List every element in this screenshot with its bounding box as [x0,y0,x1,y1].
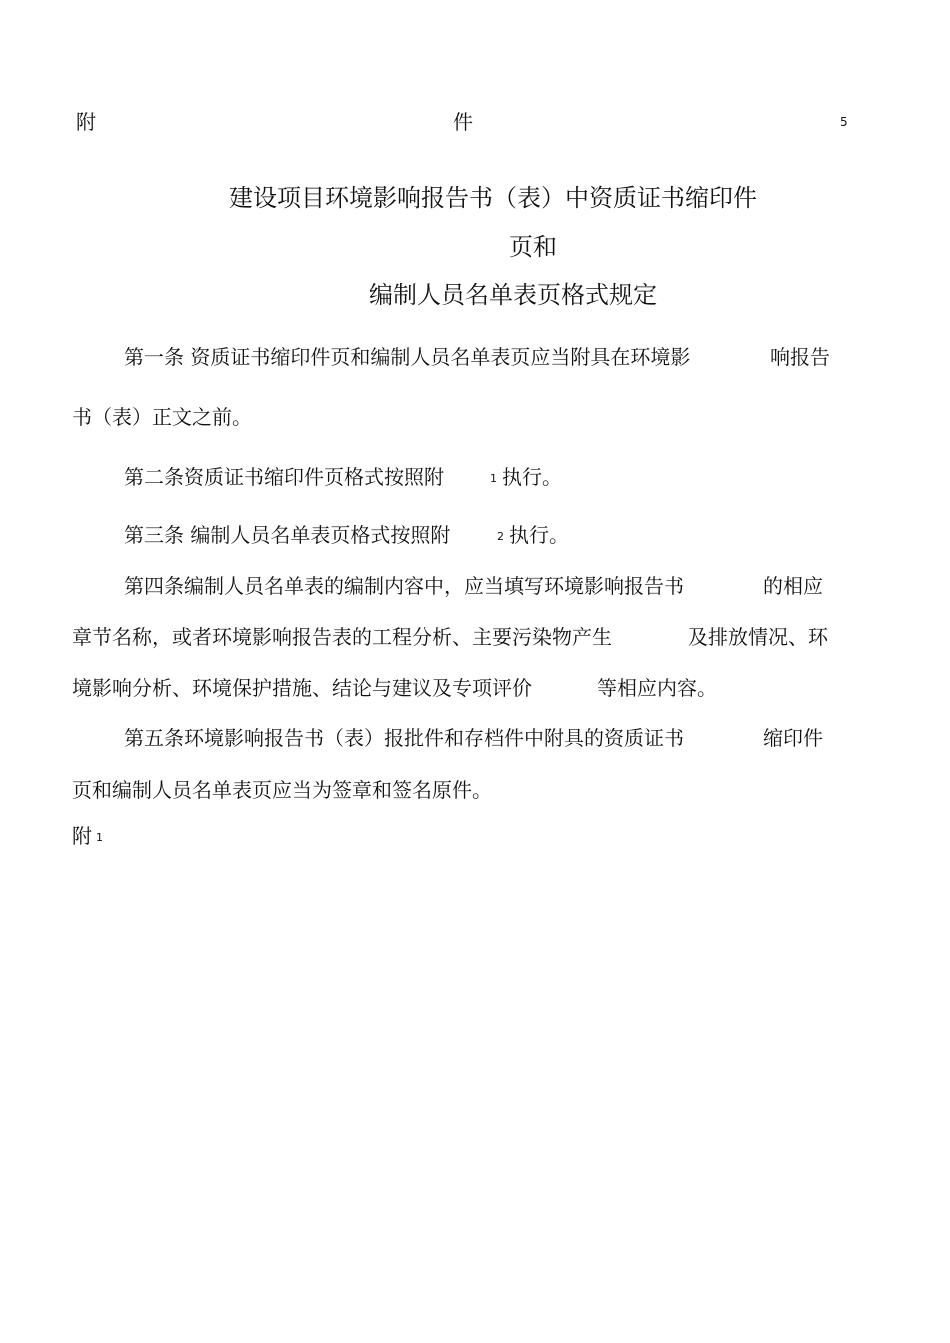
article-4-line3: 境影响分析、环境保护措施、结论与建议及专项评价 [72,676,532,700]
appendix-number: 1 [96,831,103,844]
article-4-line1: 第四条编制人员名单表的编制内容中，应当填写环境影响报告书 [124,574,684,598]
article-2-text: 第二条资质证书缩印件页格式按照附 [124,465,444,489]
article-2-ref: 1 [490,472,497,485]
page-number: 5 [840,115,848,129]
document-title-line2: 页和 [509,233,557,261]
article-3-end: 执行。 [509,523,569,547]
article-5-line1: 第五条环境影响报告书（表）报批件和存档件中附具的资质证书 [124,726,684,750]
article-1-line1: 第一条 资质证书缩印件页和编制人员名单表页应当附具在环境影 [124,345,691,369]
article-4-line1-end: 的相应 [763,574,823,598]
article-5-line2: 页和编制人员名单表页应当为签章和签名原件。 [72,778,492,802]
article-2-end: 执行。 [502,465,562,489]
header-left: 附 [76,110,96,134]
article-4-line3-end: 等相应内容。 [597,676,717,700]
article-3-ref: 2 [497,530,504,543]
document-title-line3: 编制人员名单表页格式规定 [369,281,657,309]
appendix-label: 附 [72,824,92,848]
article-3-text: 第三条 编制人员名单表页格式按照附 [124,523,451,547]
article-4-line2: 章节名称，或者环境影响报告表的工程分析、主要污染物产生 [72,625,612,649]
article-5-line1-end: 缩印件 [763,726,823,750]
document-title-line1: 建设项目环境影响报告书（表）中资质证书缩印件 [229,184,757,212]
article-4-line2-end: 及排放情况、环 [688,625,828,649]
article-1-line1-end: 响报告 [770,345,830,369]
header-center: 件 [453,110,473,134]
article-1-line2: 书（表）正文之前。 [72,405,252,429]
